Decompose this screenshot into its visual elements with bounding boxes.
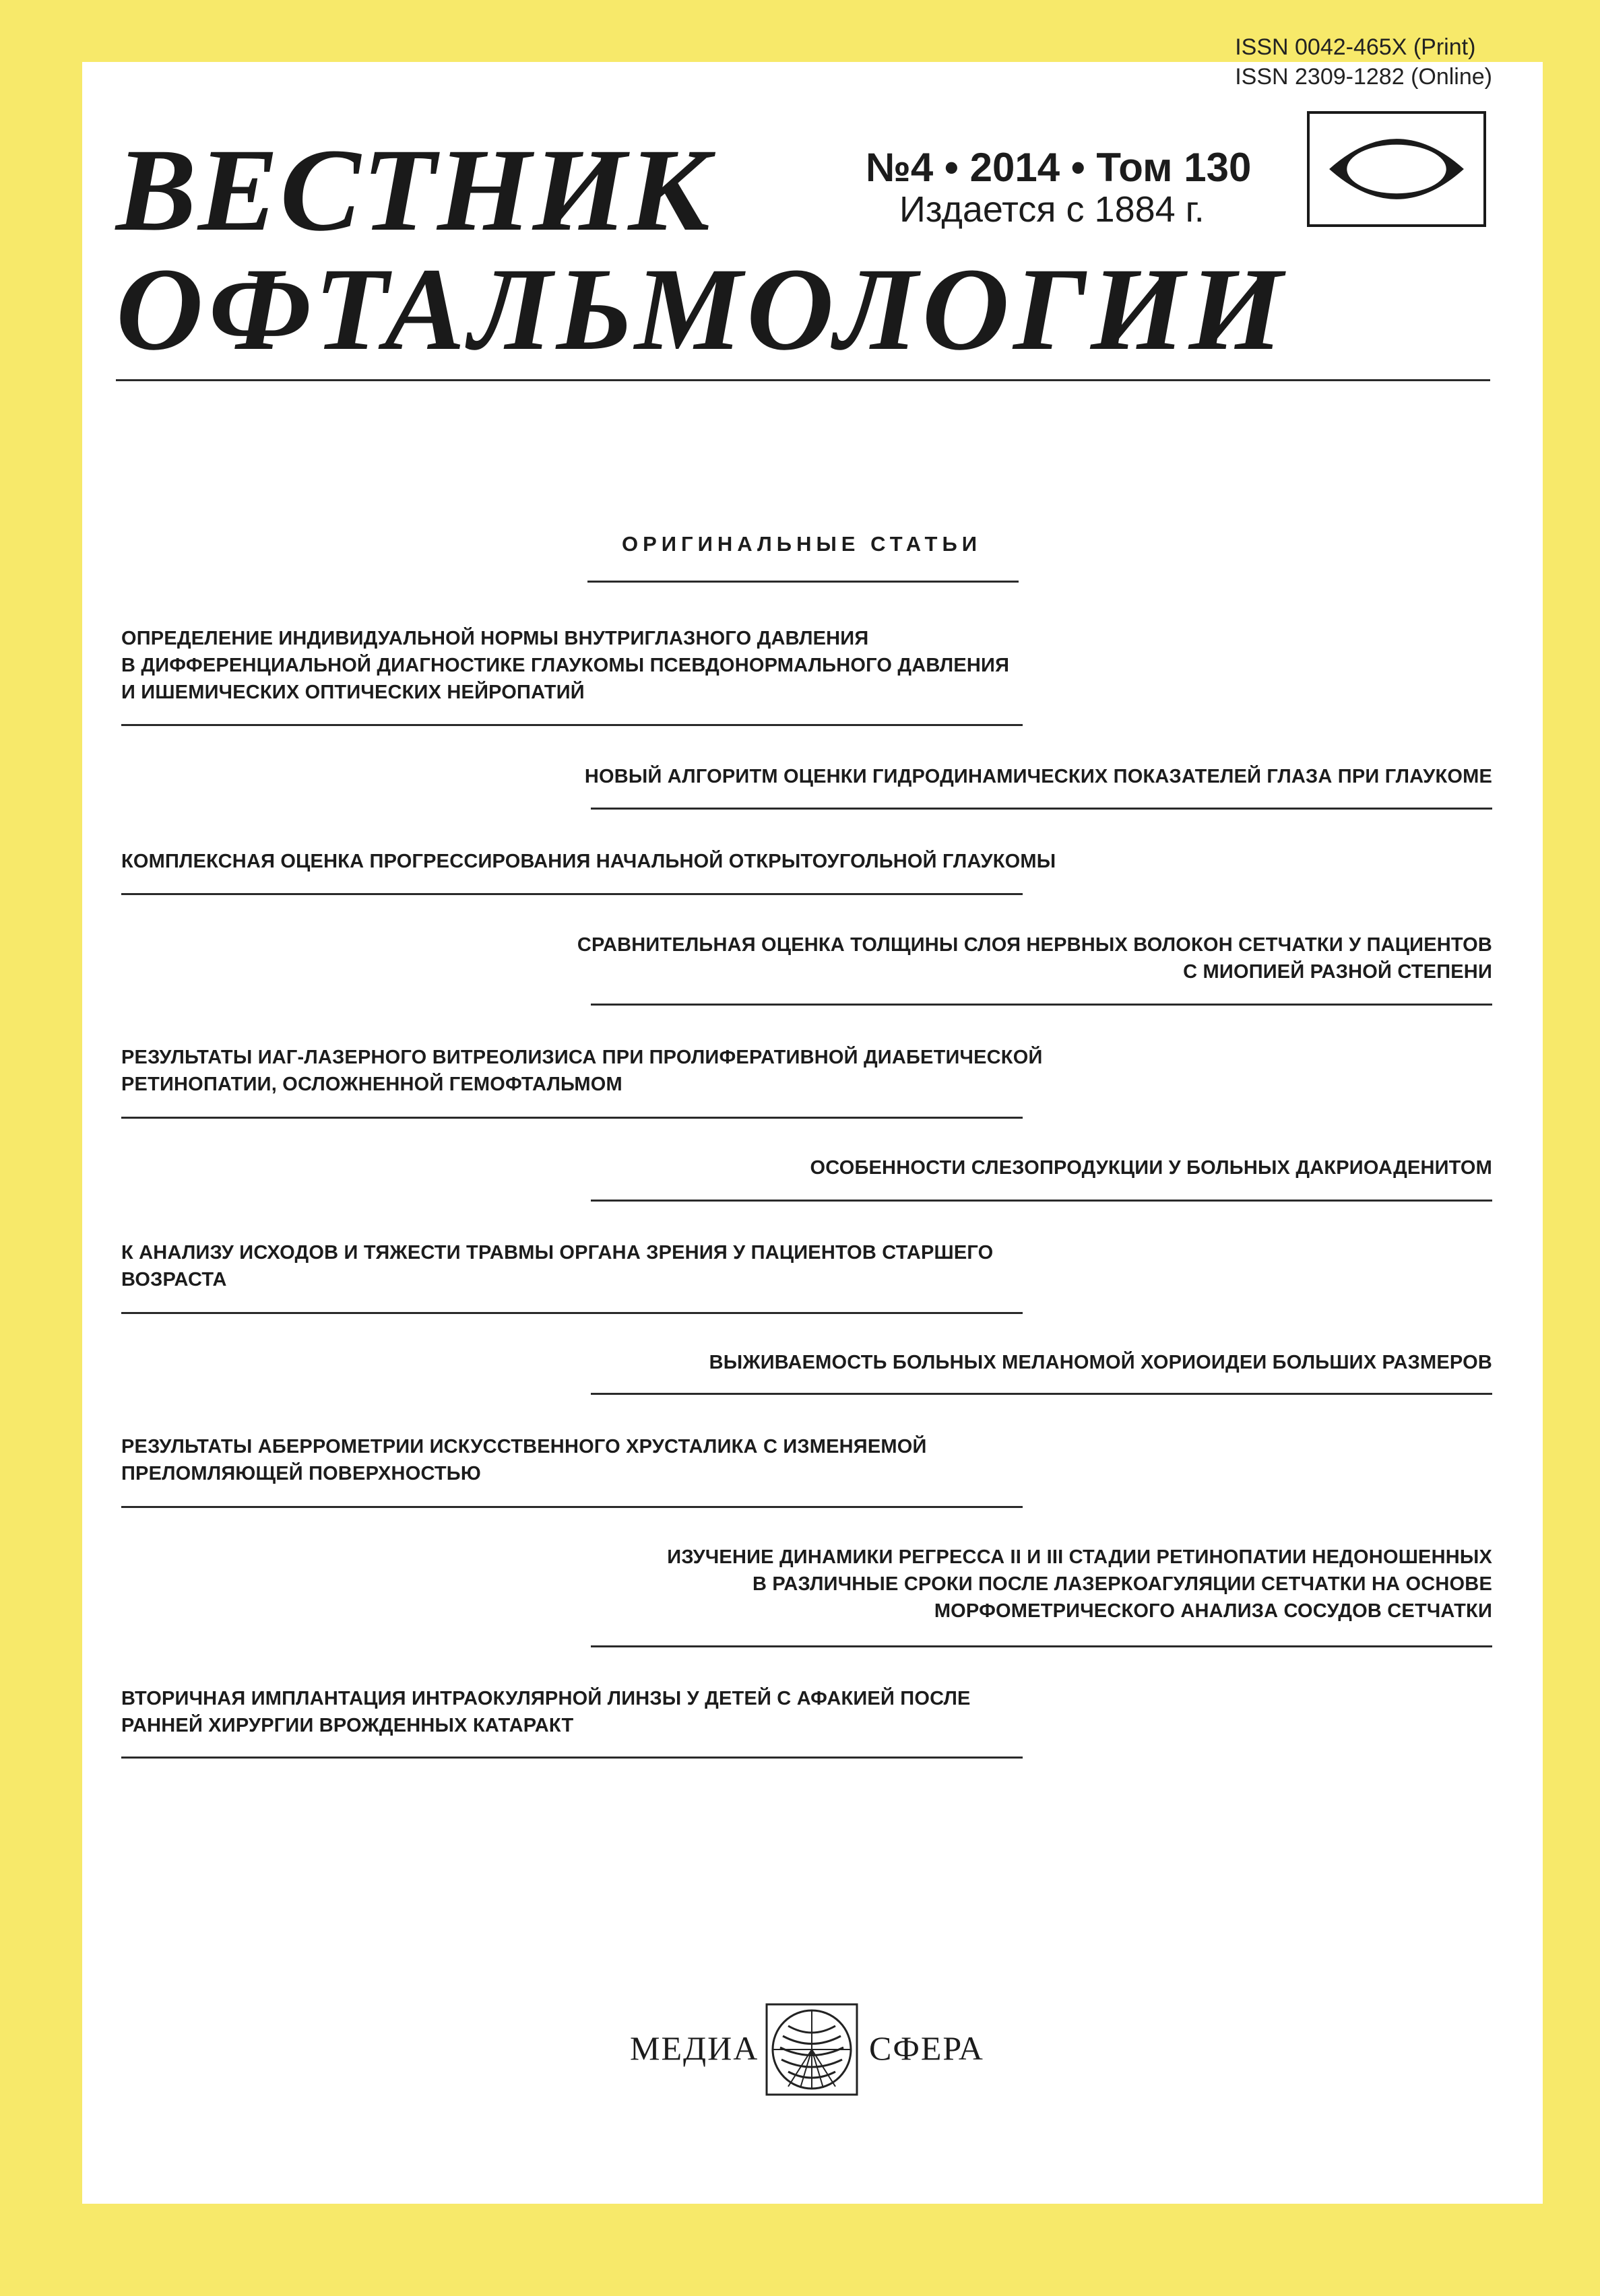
- article-line: ВТОРИЧНАЯ ИМПЛАНТАЦИЯ ИНТРАОКУЛЯРНОЙ ЛИНЗЫ У ДЕТЕЙ С АФАКИЕЙ ПОСЛЕ: [121, 1688, 971, 1709]
- masthead-rule: [116, 379, 1490, 381]
- issn-block: [1235, 32, 1492, 92]
- article-line: ОСОБЕННОСТИ СЛЕЗОПРОДУКЦИИ У БОЛЬНЫХ ДАКРИОАДЕНИТОМ: [810, 1157, 1492, 1179]
- article-line: РЕТИНОПАТИИ, ОСЛОЖНЕННОЙ ГЕМОФТАЛЬМОМ: [121, 1074, 622, 1095]
- issn-print: ISSN 0042-465X (Print): [1235, 34, 1476, 60]
- article-line: НОВЫЙ АЛГОРИТМ ОЦЕНКИ ГИДРОДИНАМИЧЕСКИХ ПОКАЗАТЕЛЕЙ ГЛАЗА ПРИ ГЛАУКОМЕ: [584, 766, 1492, 787]
- article-line: И ИШЕМИЧЕСКИХ ОПТИЧЕСКИХ НЕЙРОПАТИЙ: [121, 682, 585, 703]
- article-1[interactable]: [121, 625, 1009, 706]
- article-line: РАННЕЙ ХИРУРГИИ ВРОЖДЕННЫХ КАТАРАКТ: [121, 1715, 574, 1736]
- article-rule: [121, 1117, 1023, 1119]
- article-line: КОМПЛЕКСНАЯ ОЦЕНКА ПРОГРЕССИРОВАНИЯ НАЧАЛЬНОЙ ОТКРЫТОУГОЛЬНОЙ ГЛАУКОМЫ: [121, 851, 1056, 872]
- article-line: РЕЗУЛЬТАТЫ ИАГ-ЛАЗЕРНОГО ВИТРЕОЛИЗИСА ПРИ ПРОЛИФЕРАТИВНОЙ ДИАБЕТИЧЕСКОЙ: [121, 1047, 1043, 1068]
- article-rule: [121, 724, 1023, 726]
- eye-icon: [1310, 114, 1483, 224]
- article-6[interactable]: [810, 1154, 1492, 1181]
- issue-info: №4 • 2014 • Том 130: [866, 145, 1252, 190]
- article-rule: [591, 1004, 1492, 1006]
- article-10[interactable]: [667, 1544, 1492, 1625]
- issn-online: ISSN 2309-1282 (Online): [1235, 64, 1492, 90]
- article-rule: [591, 1645, 1492, 1647]
- globe-icon: [761, 1999, 862, 2100]
- article-rule: [121, 1757, 1023, 1759]
- article-rule: [121, 1312, 1023, 1314]
- article-line: В ДИФФЕРЕНЦИАЛЬНОЙ ДИАГНОСТИКЕ ГЛАУКОМЫ ПСЕВДОНОРМАЛЬНОГО ДАВЛЕНИЯ: [121, 655, 1010, 676]
- section-rule: [587, 581, 1019, 583]
- article-3[interactable]: [121, 848, 1056, 875]
- publisher-name-right: СФЕРА: [869, 2029, 984, 2067]
- article-4[interactable]: [577, 931, 1492, 985]
- section-title: ОРИГИНАЛЬНЫЕ СТАТЬИ: [621, 532, 982, 556]
- published-since: Издается с 1884 г.: [899, 189, 1205, 230]
- journal-logo: [1307, 111, 1486, 227]
- article-2[interactable]: [585, 763, 1492, 790]
- article-5[interactable]: [121, 1044, 1043, 1098]
- article-9[interactable]: [121, 1433, 927, 1487]
- journal-title-line1: ВЕСТНИК: [116, 125, 712, 256]
- article-line: В РАЗЛИЧНЫЕ СРОКИ ПОСЛЕ ЛАЗЕРКОАГУЛЯЦИИ СЕТЧАТКИ НА ОСНОВЕ: [752, 1573, 1492, 1595]
- article-line: ИЗУЧЕНИЕ ДИНАМИКИ РЕГРЕССА II И III СТАДИИ РЕТИНОПАТИИ НЕДОНОШЕННЫХ: [667, 1546, 1492, 1568]
- article-11[interactable]: [121, 1685, 971, 1739]
- journal-title-line2: ОФТАЛЬМОЛОГИИ: [116, 244, 1287, 375]
- article-line: К АНАЛИЗУ ИСХОДОВ И ТЯЖЕСТИ ТРАВМЫ ОРГАНА ЗРЕНИЯ У ПАЦИЕНТОВ СТАРШЕГО: [121, 1242, 994, 1264]
- cover-page: [82, 62, 1543, 2204]
- article-8[interactable]: [709, 1349, 1492, 1376]
- article-rule: [121, 893, 1023, 895]
- article-rule: [591, 1393, 1492, 1395]
- article-line: МОРФОМЕТРИЧЕСКОГО АНАЛИЗА СОСУДОВ СЕТЧАТКИ: [934, 1600, 1492, 1622]
- article-line: СРАВНИТЕЛЬНАЯ ОЦЕНКА ТОЛЩИНЫ СЛОЯ НЕРВНЫХ ВОЛОКОН СЕТЧАТКИ У ПАЦИЕНТОВ: [577, 934, 1492, 956]
- article-line: РЕЗУЛЬТАТЫ АБЕРРОМЕТРИИ ИСКУССТВЕННОГО ХРУСТАЛИКА С ИЗМЕНЯЕМОЙ: [121, 1436, 927, 1457]
- article-line: ОПРЕДЕЛЕНИЕ ИНДИВИДУАЛЬНОЙ НОРМЫ ВНУТРИГЛАЗНОГО ДАВЛЕНИЯ: [121, 628, 869, 649]
- article-rule: [591, 1200, 1492, 1202]
- publisher-logo: [630, 1999, 994, 2100]
- article-7[interactable]: [121, 1239, 993, 1293]
- article-line: ПРЕЛОМЛЯЮЩЕЙ ПОВЕРХНОСТЬЮ: [121, 1463, 481, 1484]
- publisher-name-left: МЕДИА: [630, 2029, 759, 2067]
- article-rule: [591, 808, 1492, 810]
- article-line: С МИОПИЕЙ РАЗНОЙ СТЕПЕНИ: [1183, 961, 1492, 983]
- article-rule: [121, 1506, 1023, 1508]
- article-line: ВЫЖИВАЕМОСТЬ БОЛЬНЫХ МЕЛАНОМОЙ ХОРИОИДЕИ БОЛЬШИХ РАЗМЕРОВ: [709, 1352, 1492, 1373]
- article-line: ВОЗРАСТА: [121, 1269, 227, 1290]
